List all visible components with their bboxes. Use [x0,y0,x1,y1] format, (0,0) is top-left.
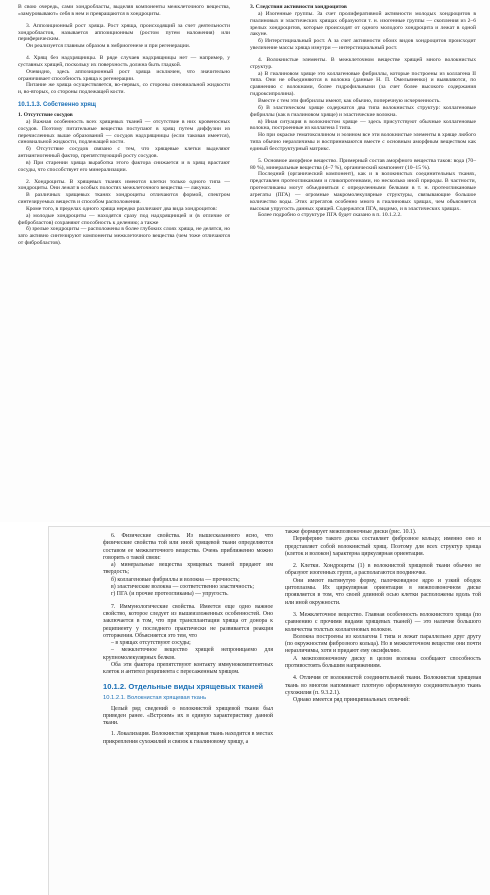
paragraph: а) молодые хондроциты — находятся сразу под надхрящницей и (в отличие от фибробластов) сохраняют способность к делению; а также [18,212,230,226]
paragraph: Кроме того, в пределах одного хряща нередко различают два вида хондроцитов: [26,205,218,212]
list-item: – в хрящах отсутствуют сосуды; [111,640,191,647]
paragraph: 7. Иммунологические свойства. Имеется еще одно важное свойство, которое следует из вышеизложенных особенностей. Оно заключается в том, что при трансплантации хряща от донора к реципиенту у последнего практически не развивается реакция отторжения. Объясняется это тем, что [103,603,273,639]
paragraph: 4. Отличия от волокнистой соединительной ткани. Волокнистая хрящевая ткань во многом напоминает плотную оформленную соединительную ткань сухожилия (п. 9.3.2.1). [285,675,481,696]
paragraph: Они имеют вытянутую форму, палочковидное ядро и узкий ободок цитоплазмы. Их циркулярная ориентация в межпозвоночном диске проявляется в том, что своей длинной осью клетки расположены вдоль той или иной окружности. [285,577,481,606]
list-item: а) минеральные вещества хрящевых тканей придают им твердость; [103,562,273,576]
paragraph: В свою очередь, сами хондробласты, выделяя компоненты межклеточного вещества, «замуровывают» себя в нем и превращаются в хондроциты. [18,4,230,17]
paragraph: а) Важная особенность всех хрящевых тканей — отсутствие в них кровеносных сосудов. Поэтому питательные вещества поступают в хрящ путем диффузии из перечисленных выше образований — сосудов надхрящницы (если таковая имеется), синовиальной жидкости, подлежащей кости. [18,118,230,146]
paragraph: Оба эти фактора препятствуют контакту иммунокомпетентных клеток и антител реципиента с пересаженным хрящом. [103,662,273,676]
section-heading: 10.1.2. Отдельные виды хрящевых тканей [103,681,264,691]
section-heading: 10.1.1.3. Собственно хрящ [18,102,96,109]
paragraph: 1. Локализация. Волокнистая хрящевая ткань находится в местах прикрепления сухожилий и связок к гиалиновому хрящу, а [103,731,273,745]
paragraph: а) Изогенные группы. За счет пролиферативной активности молодых хондроцитов в гиалиновых и эластических хрящах образуются т. н. изогенные группы — скопления из 2–6 зрелых хондроцитов, которые происходят от одного молодого хондроцита и лежат в одной лакуне. [250,10,476,38]
paragraph: 2. Хондроциты. В хрящевых тканях имеются клетки только одного типа — хондроциты. Они лежат в особых полостях межклеточного вещества — лакунах. [18,178,230,192]
paragraph: б) Отсутствие сосудов связано с тем, что хрящевые клетки выделяют антиангиогенный фактор, препятствующий росту сосудов. [18,146,230,160]
paragraph: Последний (органический компонент), как и в волокнистых соединительных тканях, представлен протеогликанами и гликопротеинами, но несколько иной природы. В частности, протеогликаны могут объединяться с определенными белками в т. н. протеогликановые агрегаты (ПГА) — огромные макромолекулярные структуры, связывающие большое количество воды. Этих агрегатов особенно много в гиалиновых хрящах, чем объясняется высокая упругость данных хрящей. Содержатся ПГА, видимо, и в эластических хрящах. [250,171,476,212]
paragraph: а) В гиалиновом хряще это коллагеновые фибриллы, которые построены из коллагена II типа. Они не объединяются в волокна (данные Н. П. Омельяненко) и выявляются, по сравнению с волокнами, более гидрофильными (за счет более высокого содержания гидроксипролина). [250,70,476,98]
list-item: г) ПГА (и прочие протеогликаны) — упругость. [111,591,229,598]
paragraph: 6. Физические свойства. Из вышесказанного ясно, что физические свойства той или иной хрящевой ткани определяются составом ее межклеточного вещества. Очень приближенно можно говорить о такой связи: [103,533,273,561]
lower-page [48,526,490,895]
list-item: б) коллагеновые фибриллы и волокна — прочность; [111,576,240,583]
paragraph: Однако имеется ряд принципиальных отличий: [293,697,410,704]
paragraph: Более подробно о структуре ПГА будет сказано в п. 10.1.2.2. [258,212,402,219]
paragraph: Питание же хряща осуществляется, во-первых, со стороны синовиальной жидкости и, во-вторых, со стороны подлежащей кости. [18,82,230,96]
paragraph: 3. Аппозиционный рост хряща. Рост хряща, происходящий за счет деятельности хондробластов, называется аппозиционным (ростом путем наложения) или периферическим. [18,22,230,43]
paragraph: в) Иная ситуация в волокнистом хряще — здесь присутствуют обычные коллагеновые волокна, построенные из коллагена I типа. [250,118,476,132]
paragraph: Волокна построены из коллагена I типа и лежат параллельно друг другу (по окружностям фиброзного кольца). Но в межклеточном веществе они почти неразличимы, хотя и придают ему оксифилию. [285,633,481,655]
paragraph: А межпозвоночному диску в целом волокна сообщают способность противостоять большим напряжениям. [285,655,481,670]
lower-left-column [103,533,273,746]
paragraph: 4. Волокнистые элементы. В межклеточном веществе хрящей много волокнистых структур. [250,56,476,70]
paragraph: 3. Межклеточное вещество. Главная особенность волокнистого хряща (по сравнению с прочими видами хрящевых тканей) — это наличие большого количества толстых коллагеновых волокон. [285,611,481,633]
upper-left-column [18,4,230,247]
paragraph: Очевидно, здесь аппозиционный рост хряща исключен, что значительно ограничивает способность хряща к регенерации. [18,68,230,82]
paragraph: Он реализуется главным образом в эмбриогенезе и при регенерации. [26,43,191,50]
paragraph: В различных хрящевых тканях хондроциты отличаются формой, спектром синтезируемых веществ и способом расположения. [18,192,230,206]
paragraph: б) В эластическом хряще содержатся два типа волокнистых структур: коллагеновые фибриллы (как в гиалиновом хряще) и эластические волокна. [250,104,476,118]
paragraph: б) зрелые хондроциты — расположены в более глубоких слоях хряща, не делятся, но зато активно синтезируют компоненты межклеточного вещества (чем тоже отличаются от фибробластов). [18,226,230,247]
paragraph: Целый ряд сведений о волокнистой хрящевой ткани был приведен ранее. «Встроим» их в единую характеристику данной ткани. [103,705,273,727]
paragraph: 4. Хрящ без надхрящницы. В ряде случаев надхрящницы нет — например, у суставных хрящей, поскольку их поверхность должна быть гладкой. [18,55,230,68]
paragraph: Периферию такого диска составляет фиброзное кольцо; именно оно и представляет собой волокнистый хрящ. Поэтому для всех структур хряща (клеток и волокон) характерна циркулярная ориентация. [285,536,481,557]
paragraph: б) Интерстициальный рост. А за счет активности обоих видов хондроцитов происходит увеличение массы хряща изнутри — интерстициальный рост. [250,38,476,52]
list-item: – межклеточное вещество хрящей непроницаемо для крупномолекулярных белков. [103,647,273,661]
paragraph: 5. Основное аморфное вещество. Примерный состав аморфного вещества таков: вода (70–80 %), минеральные вещества (4–7 %), органический компонент (10–15 %). [250,157,476,171]
paragraph: также формирует межпозвоночные диски (рис. 10.1). [285,529,417,535]
paragraph: Но при окраске гематоксилином и эозином все эти волокнистые элементы в хряще любого типа обычно неразличимы и воспринимаются вместе с основным аморфным веществом как единый бесструктурный матрикс. [250,132,476,152]
subheading: 1. Отсутствие сосудов [18,111,73,118]
subsection-heading: 10.1.2.1. Волокнистая хрящевая ткань [103,695,207,702]
paragraph: Вместе с тем эти фибриллы имеют, как обычно, поперечную исчерченность. [258,97,441,104]
paragraph: 2. Клетки. Хондроциты (1) в волокнистой хрящевой ткани обычно не образуют изогенных групп, а располагаются поодиночке. [285,563,481,577]
list-item: в) эластические волокна — соответственно эластичность; [111,584,254,591]
lower-right-column [285,529,481,705]
subheading: 3. Следствия активности хондроцитов [250,4,347,10]
paragraph: в) При старении хряща выработка этого фактора снижается и в хрящ врастают сосуды, что способствует его минерализации. [18,159,230,173]
upper-right-column [250,4,476,219]
